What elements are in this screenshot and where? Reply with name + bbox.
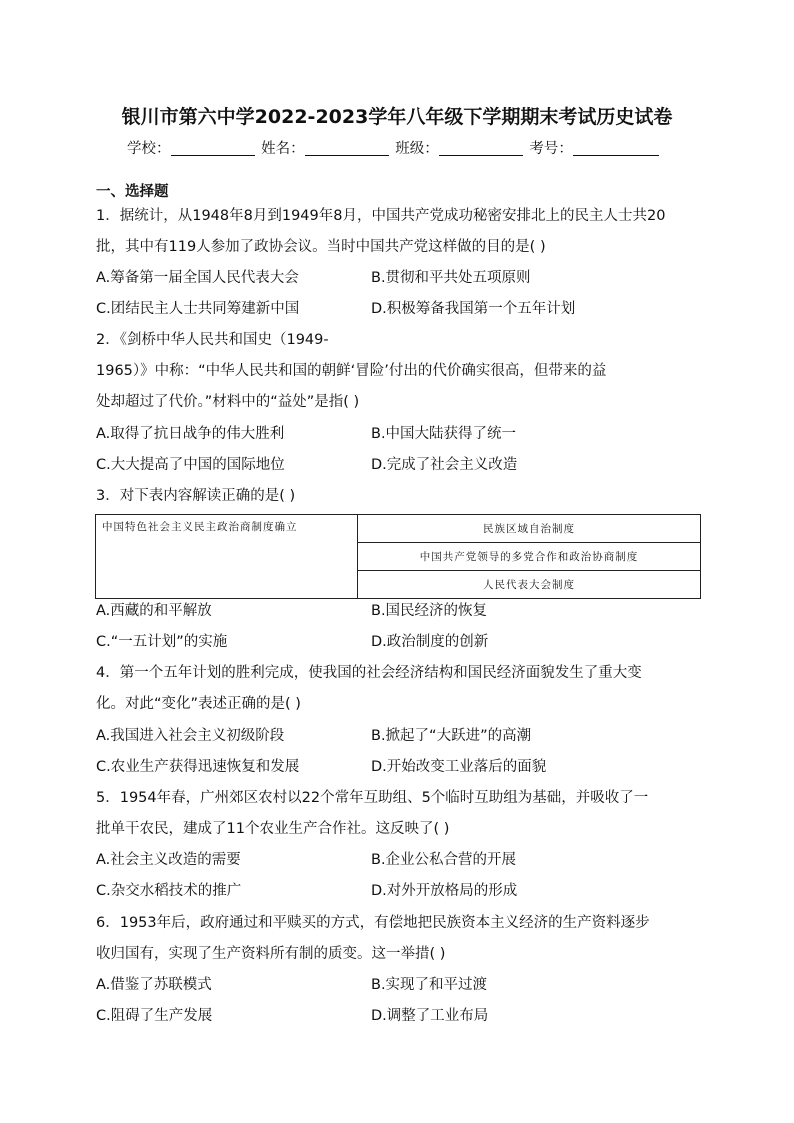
q4-option-a: A.我国进入社会主义初级阶段 (96, 728, 285, 744)
name-label: 姓名： (261, 141, 305, 157)
class-blank (439, 141, 523, 156)
q1-option-c: C.团结民主人士共同筹建新中国 (96, 301, 300, 317)
class-label: 班级： (395, 141, 439, 157)
table-row-peoples-congress: 人民代表大会制度 (358, 571, 701, 599)
q6-option-d: D.调整了工业布局 (371, 1008, 489, 1024)
q3-option-c: C.“一五计划”的实施 (96, 634, 228, 650)
q5-option-d: D.对外开放格局的形成 (371, 883, 518, 899)
q6-option-a: A.借鉴了苏联模式 (96, 977, 212, 993)
political-system-table (95, 514, 701, 599)
q5-option-b: B.企业公私合营的开展 (371, 852, 517, 868)
q1-option-b: B.贯彻和平共处五项原则 (371, 270, 531, 286)
section-heading: 一、选择题 (96, 184, 169, 200)
name-blank (305, 141, 389, 156)
school-label: 学校： (127, 141, 171, 157)
table-row-multiparty-cooperation: 中国共产党领导的多党合作和政治协商制度 (358, 543, 701, 571)
q3-option-a: A.西藏的和平解放 (96, 603, 212, 619)
school-blank (171, 141, 255, 156)
q5-line-1: 5．1954年春，广州郊区农村以22个常年互助组、5个临时互助组为基础，并吸收了一 (96, 790, 649, 806)
table-row-ethnic-autonomy: 民族区域自治制度 (358, 515, 701, 543)
q1-line-1: 1．据统计，从1948年8月到1949年8月，中国共产党成功秘密安排北上的民主人士共20 (96, 208, 666, 224)
q1-option-d: D.积极筹备我国第一个五年计划 (371, 301, 576, 317)
q4-option-c: C.农业生产获得迅速恢复和发展 (96, 759, 300, 775)
q4-line-1: 4．第一个五年计划的胜利完成，使我国的社会经济结构和国民经济面貌发生了重大变 (96, 665, 642, 681)
q5-option-a: A.社会主义改造的需要 (96, 852, 241, 868)
q2-line-2: 1965）》中称：“中华人民共和国的朝鲜‘冒险’付出的代价确实很高，但带来的益 (96, 363, 607, 379)
q6-option-c: C.阻碍了生产发展 (96, 1008, 213, 1024)
number-blank (573, 141, 659, 156)
q3-option-b: B.国民经济的恢复 (371, 603, 488, 619)
q6-line-1: 6．1953年后，政府通过和平赎买的方式，有偿地把民族资本主义经济的生产资料逐步 (96, 915, 650, 931)
q2-line-1: 2．《剑桥中华人民共和国史（1949- (96, 332, 329, 348)
q2-option-d: D.完成了社会主义改造 (371, 457, 518, 473)
exam-title: 银川市第六中学2022-2023学年八年级下学期期末考试历史试卷 (121, 106, 673, 128)
q2-option-c: C.大大提高了中国的国际地位 (96, 457, 285, 473)
q2-line-3: 处却超过了代价。”材料中的“益处”是指( ) (96, 394, 360, 410)
q4-option-d: D.开始改变工业落后的面貌 (371, 759, 547, 775)
q1-option-a: A.筹备第一届全国人民代表大会 (96, 270, 299, 286)
q4-line-2: 化。对此“变化”表述正确的是( ) (96, 696, 301, 712)
q5-option-c: C.杂交水稻技术的推广 (96, 883, 242, 899)
q2-option-a: A.取得了抗日战争的伟大胜利 (96, 426, 285, 442)
q4-option-b: B.掀起了“大跃进”的高潮 (371, 728, 532, 744)
q6-option-b: B.实现了和平过渡 (371, 977, 488, 993)
number-label: 考号： (529, 141, 573, 157)
student-info-row (127, 137, 661, 158)
q5-line-2: 批单干农民，建成了11个农业生产合作社。这反映了( ) (96, 821, 450, 837)
q1-line-2: 批，其中有119人参加了政协会议。当时中国共产党这样做的目的是( ) (96, 239, 546, 255)
q3-line-1: 3．对下表内容解读正确的是( ) (96, 488, 296, 504)
q2-option-b: B.中国大陆获得了统一 (371, 426, 517, 442)
table-left-cell: 中国特色社会主义民主政治商制度确立 (96, 515, 358, 599)
q3-option-d: D.政治制度的创新 (371, 634, 489, 650)
q6-line-2: 收归国有，实现了生产资料所有制的质变。这一举措( ) (96, 946, 446, 962)
